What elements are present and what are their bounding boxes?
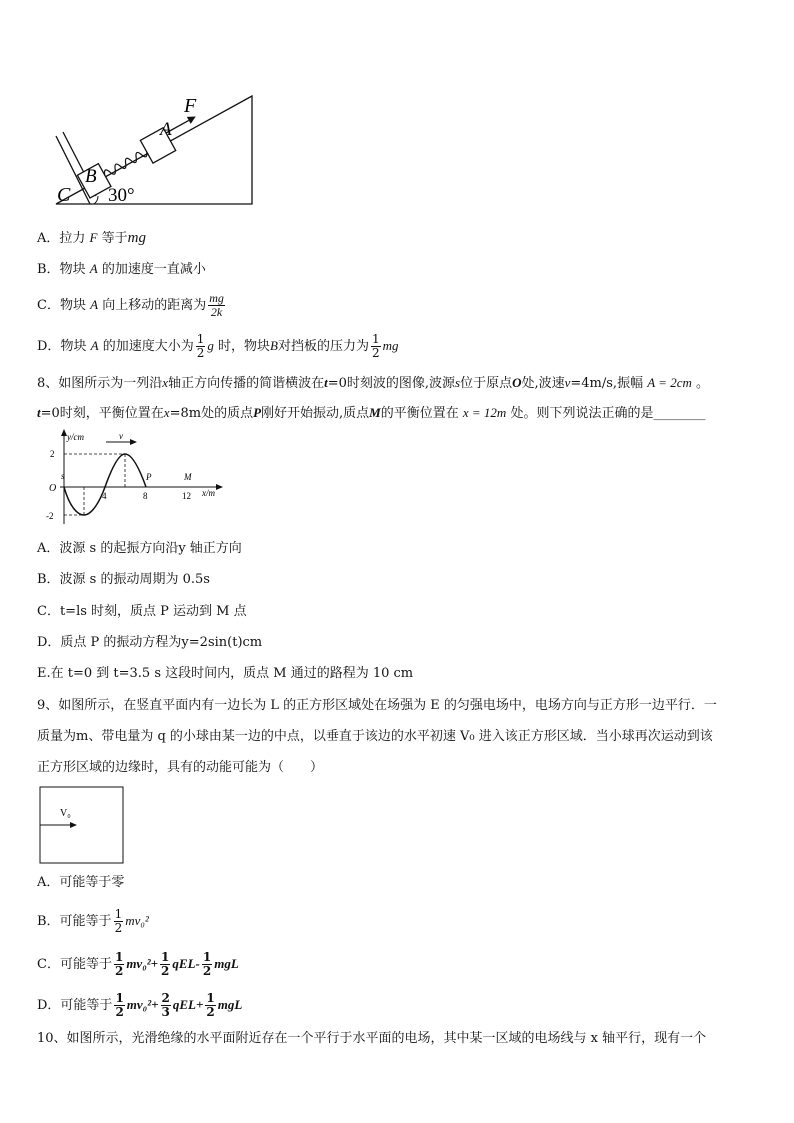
point-m-label: M [184,472,192,482]
square-field-figure [38,786,126,866]
source-label: s [61,471,65,481]
q9-option-b: B．可能等于 $\frac{1}{2}$ mv₀² [37,907,149,935]
tick-x-4: 4 [102,491,107,501]
q9-stem-line2: 质量为m、带电量为 q 的小球由某一边的中点，以垂直于该边的水平初速 V₀ 进入该正方形区域．当小球再次运动到该 [37,729,713,744]
label-b: B [85,166,97,187]
q8-option-c: C．t=ls 时刻，质点 P 运动到 M 点 [37,604,247,619]
q7-option-d: D．物块 A 的加速度大小为 $\frac{1}{2}$ g 时，物块B对挡板的压力为 $\frac{1}{2}$ mg [37,332,399,360]
x-axis-arrow [216,484,223,490]
q9-option-d: D．可能等于 $\frac{1}{2}$ mv₀²+ $\frac{2}{3}$ qEL+ $\frac{1}{2}$ mgL [37,991,243,1019]
q7-option-b: B．物块 A 的加速度一直减小 [37,261,206,277]
label-angle: 30° [108,185,135,206]
q10-stem-line1: 10、如图所示，光滑绝缘的水平面附近存在一个平行于水平面的电场，其中某一区域的电场线与 x 轴平行，现有一个 [37,1031,707,1046]
label-a: A [160,119,172,140]
tick-x-8: 8 [143,491,148,501]
q8-stem-line2: t=0时刻，平衡位置在x=8m处的质点P刚好开始振动,质点M的平衡位置在 x = 12m 处。则下列说法正确的是________ [37,405,706,421]
incline-figure [50,90,260,212]
angle-arc [94,196,98,204]
q9-option-c: C．可能等于 $\frac{1}{2}$ mv₀²+ $\frac{1}{2}$ qEL- $\frac{1}{2}$ mgL [37,950,239,978]
origin-label: O [49,483,57,494]
x-axis-label: x/m [202,488,215,498]
q9-stem-line3: 正方形区域的边缘时，具有的动能可能为（ ） [37,760,324,775]
q9-stem-line1: 9、如图所示，在竖直平面内有一边长为 L 的正方形区域处在场强为 E 的匀强电场中，电场方向与正方形一边平行．一 [37,698,717,713]
q9-option-a: A．可能等于零 [37,875,125,890]
tick-x-12: 12 [182,491,191,501]
tick-y-neg2: -2 [46,511,54,521]
wave-curve [64,454,146,515]
y-axis-label: y/cm [67,432,84,442]
q8-option-d: D．质点 P 的振动方程为y=2sin(t)cm [37,635,263,650]
initial-velocity-arrow-head [70,822,77,828]
wave-figure [40,428,240,530]
velocity-arrow-head [130,439,137,445]
q8-stem-line1: 8、如图所示为一列沿x轴正方向传播的简谐横波在t=0时刻波的图像,波源s位于原点O处,波速v=4m/s,振幅 A = 2cm 。 [37,375,710,391]
tick-y-2: 2 [50,449,55,459]
point-p-label: P [146,472,152,482]
q8-option-e: E.在 t=0 到 t=3.5 s 这段时间内，质点 M 通过的路程为 10 cm [37,666,414,681]
q7-option-a: A．拉力 F 等于mg [37,230,146,246]
q7-option-c: C．物块 A 向上移动的距离为 $\frac{mg}{2k}$ [37,291,224,319]
initial-velocity-label: V₀ [60,808,71,819]
label-c: C [57,184,71,206]
velocity-label: v [119,431,123,441]
label-f: F [184,95,197,117]
q8-option-a: A．波源 s 的起振方向沿y 轴正方向 [37,541,242,556]
q8-option-b: B．波源 s 的振动周期为 0.5s [37,572,210,587]
